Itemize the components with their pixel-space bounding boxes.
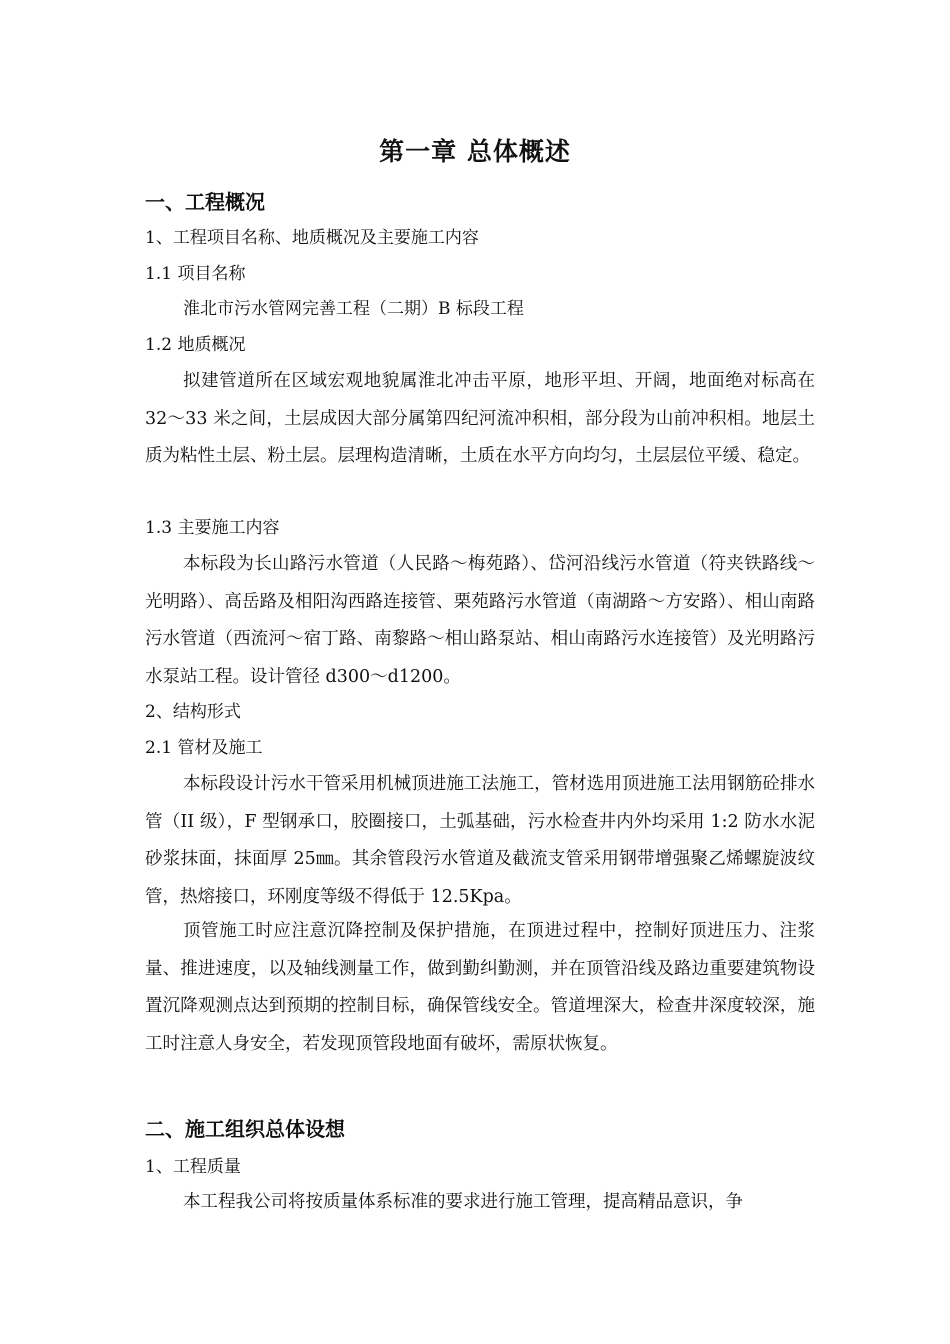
chapter-title: 第一章 总体概述 — [379, 137, 571, 166]
item-pipe-label: 2.1 管材及施工 — [145, 738, 263, 758]
geology-paragraph: 拟建管道所在区域宏观地貌属淮北冲击平原，地形平坦、开阔，地面绝对标高在 32～33 米之间，土层成因大部分属第四纪河流冲积相，部分段为山前冲积相。地层土质为粘性土层、粉土层。层理构造清晰，土质在水平方向均匀，土层层位平缓、稳定。 — [145, 371, 815, 466]
section-heading-overview: 一、工程概况 — [145, 190, 265, 214]
item-project-name-label: 1.1 项目名称 — [145, 264, 246, 284]
pipe-paragraph: 本标段设计污水干管采用机械顶进施工法施工，管材选用顶进施工法用钢筋砼排水管（II 级），F 型钢承口，胶圈接口，土弧基础，污水检查井内外均采用 1:2 防水水泥砂浆抹面，抹面厚 25㎜。其余管段污水管道及截流支管采用钢带增强聚乙烯螺旋波纹管，热熔接口，环刚度等级不得低于 12.5Kpa。 — [145, 774, 815, 907]
item-quality: 1、工程质量 — [145, 1157, 241, 1177]
content-paragraph: 本标段为长山路污水管道（人民路～梅苑路）、岱河沿线污水管道（符夹铁路线～光明路）、高岳路及相阳沟西路连接管、栗苑路污水管道（南湖路～方安路）、相山南路污水管道（西流河～宿丁路、南黎路～相山路泵站、相山南路污水连接管）及光明路污水泵站工程。设计管径 d300～d1200。 — [145, 554, 815, 687]
section-heading-organization: 二、施工组织总体设想 — [145, 1117, 345, 1141]
item-project-info: 1、工程项目名称、地质概况及主要施工内容 — [145, 228, 479, 248]
project-name: 淮北市污水管网完善工程（二期）B 标段工程 — [183, 299, 524, 319]
quality-paragraph: 本工程我公司将按质量体系标准的要求进行施工管理，提高精品意识，争 — [183, 1192, 743, 1212]
item-structure-form: 2、结构形式 — [145, 702, 241, 722]
item-geology-label: 1.2 地质概况 — [145, 335, 246, 355]
jacking-paragraph: 顶管施工时应注意沉降控制及保护措施，在顶进过程中，控制好顶进压力、注浆量、推进速度，以及轴线测量工作，做到勤纠勤测，并在顶管沿线及路边重要建筑物设置沉降观测点达到预期的控制目标，确保管线安全。管道埋深大，检查井深度较深，施工时注意人身安全，若发现顶管段地面有破坏，需原状恢复。 — [145, 921, 815, 1054]
item-content-label: 1.3 主要施工内容 — [145, 518, 280, 538]
